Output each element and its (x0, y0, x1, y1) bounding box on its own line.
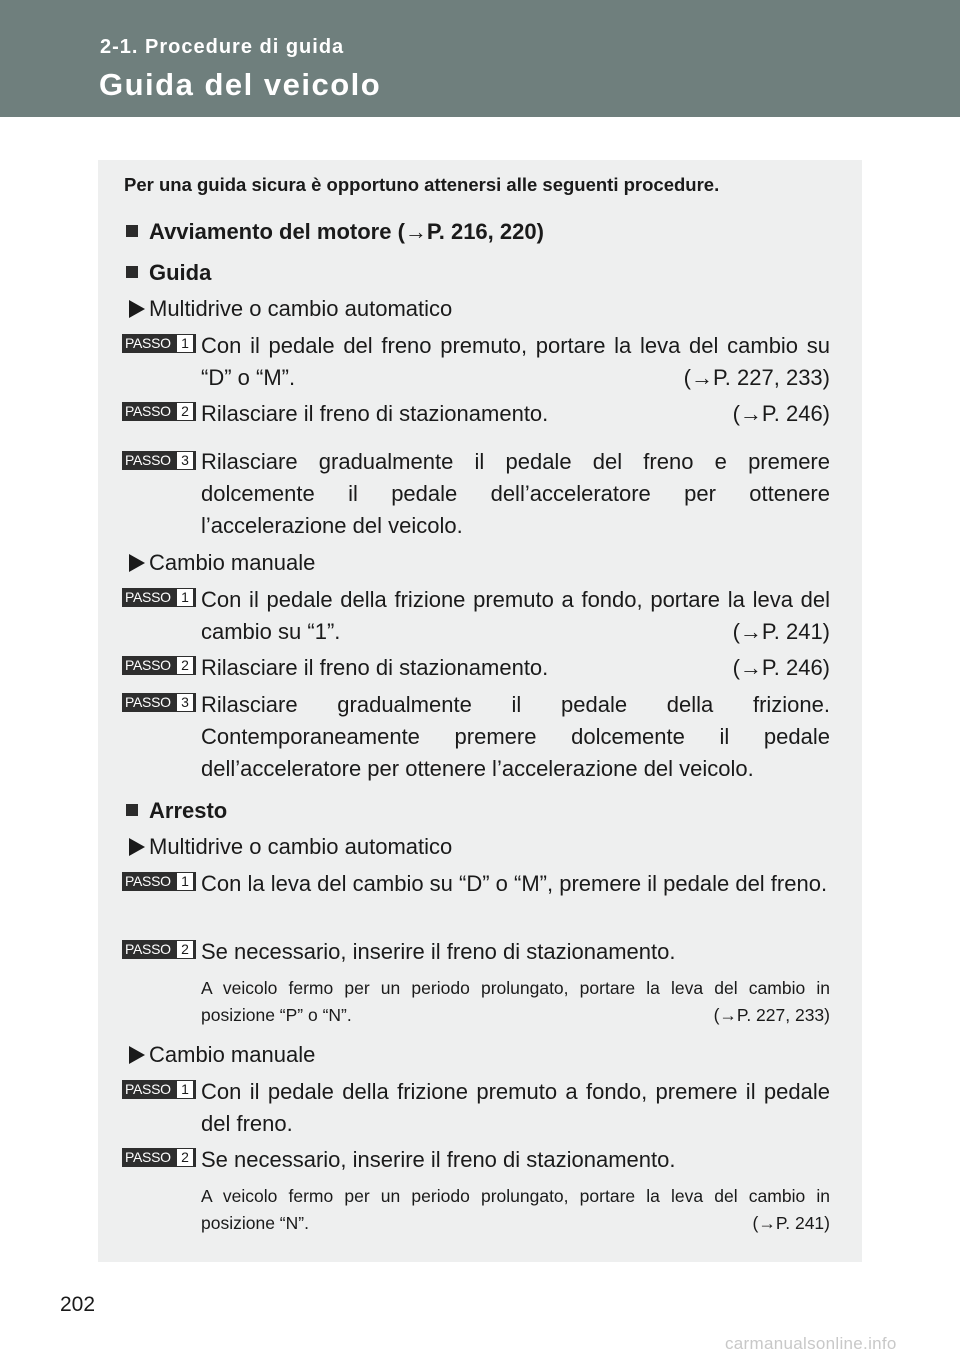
step-text: Rilasciare il freno di stazionamento. (201, 401, 549, 426)
step-badge-word: PASSO (125, 657, 171, 673)
section-heading-arresto: Arresto (149, 798, 228, 823)
square-bullet-icon (126, 225, 138, 237)
page-reference: (→P. 246) (732, 401, 830, 426)
chapter-header (0, 0, 960, 117)
step-badge (122, 334, 196, 353)
step-badge-number: 3 (176, 693, 194, 712)
page-reference: (→P. 241) (745, 1210, 831, 1237)
step-badge-number: 1 (176, 1080, 194, 1099)
step-badge (122, 1080, 196, 1099)
square-bullet-icon (126, 266, 138, 278)
triangle-bullet-icon (129, 838, 145, 856)
square-bullet-icon (126, 804, 138, 816)
section-heading-guida: Guida (149, 260, 212, 285)
step-badge-word: PASSO (125, 941, 171, 957)
step-text: Se necessario, inserire il freno di stazionamento. (201, 939, 676, 964)
step-badge-number: 1 (176, 334, 194, 353)
subheading-multidrive: Multidrive o cambio automatico (149, 296, 453, 321)
triangle-bullet-icon (129, 1046, 145, 1064)
step-badge (122, 451, 196, 470)
step-badge-word: PASSO (125, 403, 171, 419)
step-text: Rilasciare il freno di stazionamento. (201, 655, 549, 680)
subheading-manuale: Cambio manuale (149, 1042, 316, 1067)
step-badge-word: PASSO (125, 1081, 171, 1097)
step-badge-number: 1 (176, 872, 194, 891)
step-badge-word: PASSO (125, 873, 171, 889)
step-badge-number: 1 (176, 588, 194, 607)
step-badge-number: 3 (176, 451, 194, 470)
step-text: Rilasciare gradualmente il pedale del freno e premere dolcemente il pedale dell’acceleratore per ottenere l’accelerazione del veicolo. (201, 449, 830, 538)
subheading-manuale: Cambio manuale (149, 550, 316, 575)
page-reference: (→P. 227, 233) (706, 1002, 830, 1029)
step-text: Con il pedale del freno premuto, portare la leva del cambio su “D” o “M”. (201, 333, 830, 390)
step-badge (122, 1148, 196, 1167)
step-badge-word: PASSO (125, 452, 171, 468)
step-badge (122, 940, 196, 959)
step-badge (122, 693, 196, 712)
subheading-multidrive: Multidrive o cambio automatico (149, 834, 453, 859)
step-badge (122, 656, 196, 675)
step-badge-word: PASSO (125, 694, 171, 710)
step-badge (122, 872, 196, 891)
note-text: A veicolo fermo per un periodo prolungato, portare la leva del cambio in posizione “N”. (201, 1186, 830, 1233)
step-badge-number: 2 (176, 940, 194, 959)
step-badge-word: PASSO (125, 1149, 171, 1165)
step-badge-number: 2 (176, 1148, 194, 1167)
intro-text: Per una guida sicura è opportuno attenersi alle seguenti procedure. (124, 174, 720, 195)
page-title: Guida del veicolo (99, 67, 382, 102)
page-reference: (→P. 241) (725, 616, 830, 648)
step-badge-word: PASSO (125, 589, 171, 605)
page-reference: (→P. 227, 233) (676, 362, 830, 394)
step-text: Con la leva del cambio su “D” o “M”, premere il pedale del freno. (201, 871, 828, 896)
triangle-bullet-icon (129, 300, 145, 318)
step-text: Con il pedale della frizione premuto a fondo, premere il pedale del freno. (201, 1079, 830, 1136)
step-badge-number: 2 (176, 656, 194, 675)
section-label: 2-1. Procedure di guida (100, 36, 345, 58)
page-reference: (→P. 246) (732, 655, 830, 680)
footer-watermark-url: carmanualsonline.info (725, 1334, 897, 1353)
step-badge (122, 402, 196, 421)
step-badge-word: PASSO (125, 335, 171, 351)
step-text: Con il pedale della frizione premuto a fondo, portare la leva del cambio su “1”. (201, 587, 830, 644)
note-text: A veicolo fermo per un periodo prolungato, portare la leva del cambio in posizione “P” o “N”. (201, 978, 830, 1025)
page-number: 202 (60, 1293, 96, 1316)
step-text: Se necessario, inserire il freno di stazionamento. (201, 1147, 676, 1172)
section-heading-avviamento: Avviamento del motore (→P. 216, 220) (149, 219, 544, 244)
step-text: Rilasciare gradualmente il pedale della frizione. Contemporaneamente premere dolcemente il pedale dell’acceleratore per ottenere l’accelerazione del veicolo. (201, 692, 830, 781)
step-badge-number: 2 (176, 402, 194, 421)
triangle-bullet-icon (129, 554, 145, 572)
step-badge (122, 588, 196, 607)
